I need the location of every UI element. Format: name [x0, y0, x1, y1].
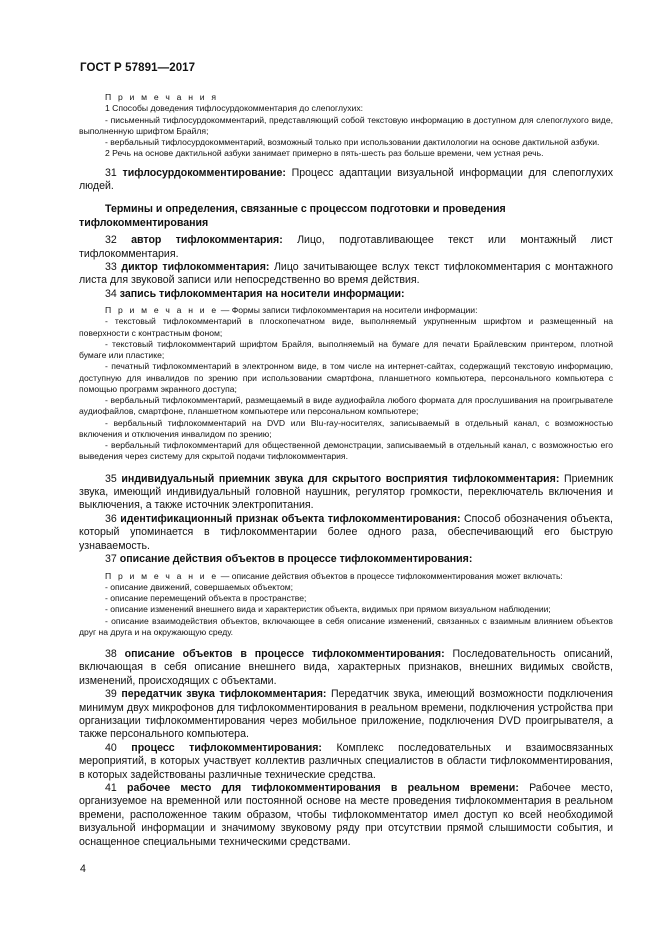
page-number: 4 — [80, 863, 86, 875]
term-entry-39: 39 передатчик звука тифлокомментария: Передатчик звука, имеющий возможности подключения минимум двух микрофонов для тифлокомментирования в реальном времени, подключения устройства при организации тифлокомментирования через мобильное приложение, подключения DVD проигрывателя, а также персонального компьютера. — [79, 688, 613, 741]
note-line: 1 Способы доведения тифлосурдокомментария до слепоглухих: — [105, 103, 364, 114]
term-entry-40: 40 процесс тифлокомментирования: Комплекс последовательных и взаимосвязанных мероприятий, в которых участвует коллектив различных специалистов в области тифлокомментирования, в которых задействованы различные технические средства. — [79, 741, 614, 781]
page-content — [79, 92, 613, 849]
term-entry-38: 38 описание объектов в процессе тифлокомментирования: Последовательность описаний, включающая в себя описание внешнего вида, характерных признаков, внешних видимых свойств, изменений, происходящих с объектами. — [79, 648, 613, 687]
note-label: П р и м е ч а н и я — [105, 92, 219, 102]
note-line: - вербальный тифлокомментарий на DVD или Blu-ray-носителях, записываемый в отдельный канал, с возможностью включения и отключения инвалидом по зрению; — [79, 417, 613, 439]
note-line: 2 Речь на основе дактильной азбуки занимает примерно в пять-шесть раз больше времени, чем устная речь. — [105, 148, 544, 159]
term-name: рабочее место для тифлокомментирования в реальном времени: — [127, 782, 519, 795]
note-line: - печатный тифлокомментарий в электронном виде, в том числе на интернет-сайтах, содержащий текстовую информацию, доступную для инвалидов по зрению при использовании смартфона, планшетного компьютера, персонального компьютера с помощью программ экранного доступа; — [79, 361, 613, 394]
term-definition: Передатчик звука, имеющий возможности подключения минимум двух микрофонов для тифлокомментирования в реальном времени, подключения устройства при организации тифлокомментирования через мобильное приложение, подключения DVD проигрывателя, а также персонального компьютера. — [79, 688, 613, 741]
term-entry-34: 34 запись тифлокомментария на носители информации: — [105, 287, 405, 300]
note-line: - вербальный тифлокомментарий, размещаемый в виде аудиофайла любого формата для прослушивания на проигрывателе аудиофайлов, смартфоне, планшетном компьютере или персональном компьютере; — [79, 395, 613, 417]
term-entry-36: 36 идентификационный признак объекта тифлокомментирования: Способ обозначения объекта, который упоминается в тифлокомментарии более одного раза, обеспечивающий его быструю узнаваемость. — [79, 512, 613, 552]
term-name: автор тифлокомментария: — [131, 234, 283, 247]
note-line: - описание перемещений объекта в пространстве; — [105, 593, 307, 603]
term-entry-31: 31 тифлосурдокомментирование: Процесс адаптации визуальной информации для слепоглухих людей. — [79, 166, 613, 192]
term-entry-32: 32 автор тифлокомментария: Лицо, подготавливающее текст или монтажный лист тифлокомментария. — [79, 234, 614, 260]
note-line: - письменный тифлосурдокомментарий, представляющий собой текстовую информацию в доступном для слепоглухого виде, выполненную шрифтом Брайля; — [79, 114, 613, 136]
term-name: процесс тифлокомментирования: — [131, 741, 322, 754]
term-name: запись тифлокомментария на носители информации: — [119, 287, 405, 300]
term-name: диктор тифлокомментария: — [121, 260, 270, 273]
document-header-title: ГОСТ Р 57891—2017 — [80, 62, 196, 74]
term-entry-33: 33 диктор тифлокомментария: Лицо зачитывающее вслух текст тифлокомментария с монтажного листа для звуковой записи или непосредственно во время действия. — [79, 260, 613, 287]
term-name: передатчик звука тифлокомментария: — [121, 688, 327, 701]
term-name: описание объектов в процессе тифлокомментирования: — [124, 648, 445, 660]
term-name: индивидуальный приемник звука для скрытого восприятия тифлокомментария: — [121, 472, 560, 485]
term-definition: Комплекс последовательных и взаимосвязанных мероприятий, в которых участвует коллектив различных специалистов в области тифлокомментирования, в которых задействованы различные технические средства. — [79, 741, 614, 781]
note-line: - вербальный тифлокомментарий для общественной демонстрации, записываемый в отдельный канал, с возможностью его выведения через систему для скрытой подачи тифлокомментария. — [79, 440, 613, 462]
note-34-intro: П р и м е ч а н и е — Формы записи тифлокомментария на носители информации: — [105, 305, 478, 316]
note-line: - вербальный тифлосурдокомментарий, возможный только при использовании дактилологии на основе дактильной азбуки. — [105, 137, 600, 147]
note-line: - описание изменений внешнего вида и характеристик объекта, видимых при прямом визуальном наблюдении; — [105, 604, 551, 615]
term-definition: Лицо зачитывающее вслух текст тифлокомментария с монтажного листа для звуковой записи или непосредственно во время действия. — [79, 260, 613, 287]
note-line: - текстовый тифлокомментарий шрифтом Брайля, выполняемый на бумаге для печати Брайлевским принтером, плотной бумаге или пластике; — [79, 338, 613, 361]
term-entry-35: 35 индивидуальный приемник звука для скрытого восприятия тифлокомментария: Приемник звука, имеющий индивидуальный головной наушник, регулятор громкости, переключатель включения и выключения, а также источник электропитания. — [79, 472, 613, 512]
term-entry-41: 41 рабочее место для тифлокомментирования в реальном времени: Рабочее место, организуемое на временной или постоянной основе на месте проведения тифлокомментария в реальном времени, расположенное таким образом, чтобы тифлокомментатор имел доступ ко всей необходимой визуальной информации и значимому звуковому ряду при отсутствии прямой слышимости события, и оснащенное специальными техническими средствами. — [79, 782, 614, 848]
term-definition: Способ обозначения объекта, который упоминается в тифлокомментарии более одного раза, обеспечивающий его быструю узнаваемость. — [79, 512, 613, 552]
term-definition: Лицо, подготавливающее текст или монтажный лист тифлокомментария. — [79, 234, 614, 260]
term-name: идентификационный признак объекта тифлокомментирования: — [120, 512, 461, 525]
term-definition: Последовательность описаний, включающая в себя описание внешнего вида, характерных признаков, внешних видимых свойств, изменений, происходящих с объектами. — [79, 648, 613, 687]
note-line: - описание взаимодействия объектов, включающее в себя описание изменений, связанных с взаимным влиянием объектов друг на друга и на окружающую среду. — [79, 615, 613, 637]
term-definition: Приемник звука, имеющий индивидуальный головной наушник, регулятор громкости, переключатель включения и выключения, а также источник электропитания. — [79, 472, 613, 512]
note-37-intro: П р и м е ч а н и е — описание действия объектов в процессе тифлокомментирования может включать: — [105, 570, 563, 581]
term-name: тифлосурдокомментирование: — [122, 166, 286, 179]
section-heading: Термины и определения, связанные с процессом подготовки и проведения тифлокомментирования — [79, 203, 506, 229]
note-line: - текстовый тифлокомментарий в плоскопечатном виде, выполняемый укрупненным шрифтом и размещенный на поверхности с контрастным фоном; — [79, 316, 613, 338]
note-line: - описание движений, совершаемых объектом; — [105, 581, 294, 592]
term-definition: Процесс адаптации визуальной информации для слепоглухих людей. — [79, 166, 613, 192]
term-definition: Рабочее место, организуемое на временной или постоянной основе на месте проведения тифлокомментария в реальном времени, расположенное таким образом, чтобы тифлокомментатор имел доступ ко всей необходимой визуальной информации и значимому звуковому ряду при отсутствии прямой слышимости события, и оснащенное специальными техническими средствами. — [79, 782, 614, 848]
term-name: описание действия объектов в процессе тифлокомментирования: — [119, 553, 473, 566]
term-entry-37: 37 описание действия объектов в процессе тифлокомментирования: — [105, 553, 473, 566]
